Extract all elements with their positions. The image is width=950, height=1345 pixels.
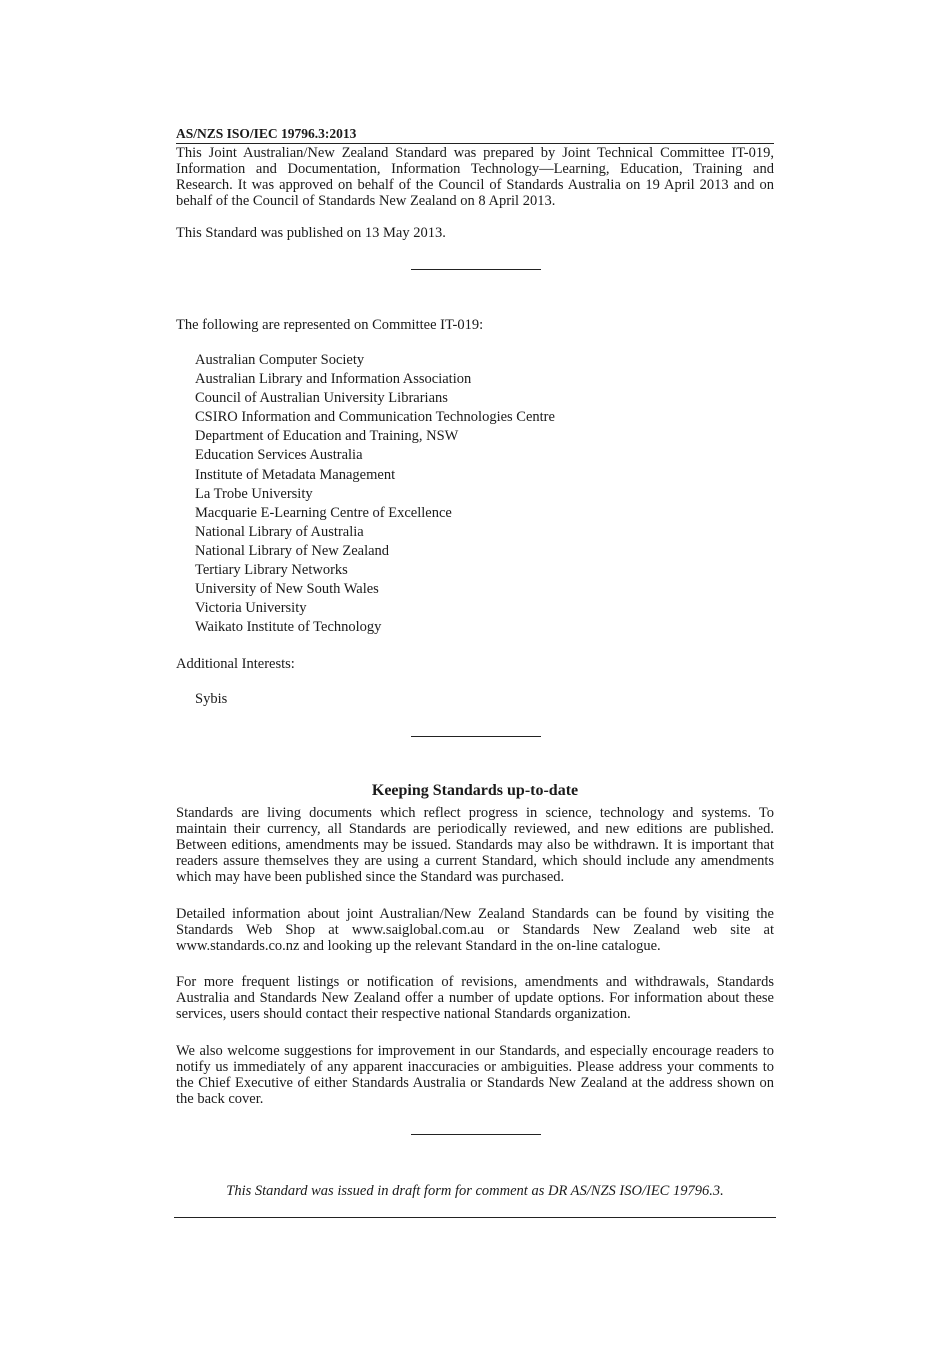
footer-rule xyxy=(174,1217,776,1218)
committee-member: Education Services Australia xyxy=(195,447,363,464)
committee-member: Institute of Metadata Management xyxy=(195,466,396,483)
committee-member: Macquarie E-Learning Centre of Excellence xyxy=(195,504,452,521)
committee-member: La Trobe University xyxy=(195,485,313,502)
preparation-paragraph: This Joint Australian/New Zealand Standard was prepared by Joint Technical Committee IT-019, Information and Documentation, Information Technology—Learning, Education, Training and Research. It was approved on behalf of the Council of Standards Australia on 19 April 2013 and on behalf of the Council of Standards New Zealand on 8 April 2013. xyxy=(176,145,774,209)
additional-interest-member: Sybis xyxy=(195,691,228,707)
committee-member: National Library of Australia xyxy=(195,523,364,540)
committee-member: Department of Education and Training, NSW xyxy=(195,428,459,445)
publication-date-text: This Standard was published on 13 May 2013. xyxy=(176,225,446,241)
committee-intro: The following are represented on Committee IT-019: xyxy=(176,317,484,333)
keeping-standards-heading: Keeping Standards up-to-date xyxy=(371,782,579,799)
keeping-paragraph: We also welcome suggestions for improvement in our Standards, and especially encourage readers to notify us immediately of any apparent inaccuracies or ambiguities. Please address your comments to the Chief Executive of either Standards Australia or Standards New Zealand at the address shown on the back cover. xyxy=(176,1043,774,1107)
keeping-paragraph: Standards are living documents which reflect progress in science, technology and systems. To maintain their currency, all Standards are periodically reviewed, and new editions are published. Between editions, amendments may be issued. Standards may also be withdrawn. It is important that readers assure themselves they are using a current Standard, which should include any amendments which may have been published since the Standard was purchased. xyxy=(176,805,774,885)
committee-member: National Library of New Zealand xyxy=(195,542,390,559)
keeping-paragraph: Detailed information about joint Australian/New Zealand Standards can be found by visiting the Standards Web Shop at www.saiglobal.com.au or Standards New Zealand web site at www.standards.co.nz and looking up the relevant Standard in the on-line catalogue. xyxy=(176,906,774,954)
section-divider xyxy=(411,269,541,270)
committee-member-list xyxy=(195,351,555,637)
committee-member: Australian Computer Society xyxy=(195,352,365,368)
keeping-paragraph: For more frequent listings or notification of revisions, amendments and withdrawals, Standards Australia and Standards New Zealand offer a number of update options. For information about these services, users should contact their respective national Standards organization. xyxy=(176,974,774,1022)
draft-form-note: This Standard was issued in draft form for comment as DR AS/NZS ISO/IEC 19796.3. xyxy=(226,1183,724,1199)
committee-member: Australian Library and Information Association xyxy=(195,371,472,388)
section-divider xyxy=(411,736,541,737)
committee-member: Tertiary Library Networks xyxy=(195,562,348,579)
standard-code: AS/NZS ISO/IEC 19796.3:2013 xyxy=(176,126,774,144)
committee-member: CSIRO Information and Communication Technologies Centre xyxy=(195,409,555,426)
section-divider xyxy=(411,1134,541,1135)
additional-interests-label: Additional Interests: xyxy=(176,656,295,672)
committee-member: Victoria University xyxy=(195,600,307,617)
committee-member: University of New South Wales xyxy=(195,581,379,598)
committee-member: Council of Australian University Librarians xyxy=(195,390,448,407)
committee-member: Waikato Institute of Technology xyxy=(195,619,382,636)
